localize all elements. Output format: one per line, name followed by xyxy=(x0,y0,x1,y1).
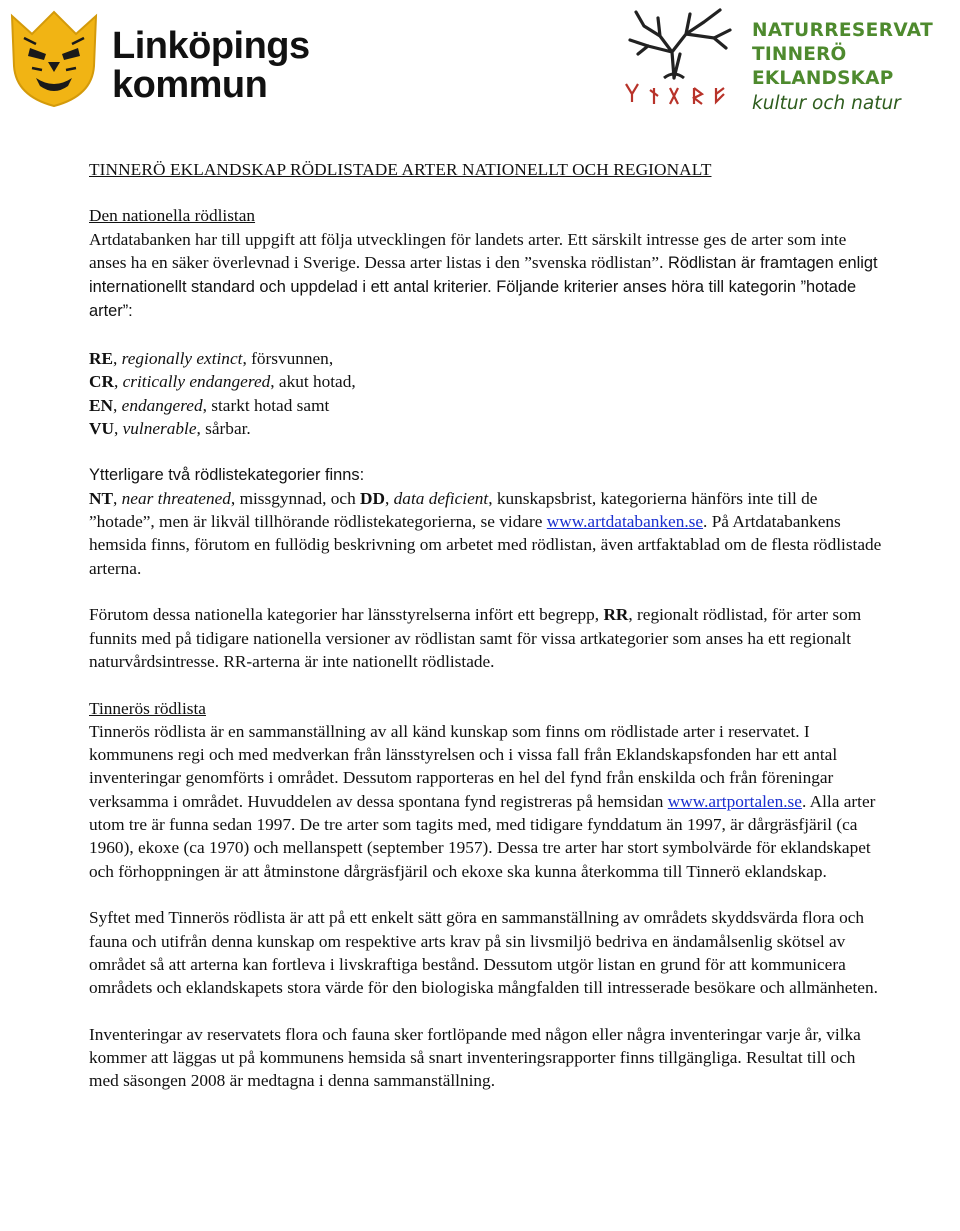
category-code: VU xyxy=(89,418,114,438)
reserve-line-2: TINNERÖ EKLANDSKAP xyxy=(752,44,894,89)
category-list xyxy=(89,347,884,440)
section-heading: Tinnerös rödlista xyxy=(89,698,206,718)
category-code: RR xyxy=(603,605,629,625)
paragraph-text: , kunskapsbrist, kategorierna hänförs inte till de ”hotade”, men är likväl tillhörande rödlistekategorierna, se vidare xyxy=(89,488,818,532)
linkopings-kommun-wordmark xyxy=(112,27,310,105)
reserve-line-1: NATURRESERVAT xyxy=(752,20,934,41)
paragraph-text: Artdatabanken har till uppgift att följa utvecklingen för landets arter. Ett särskilt intresse ges de arter som inte anses ha en säker överlevnad i Sverige. Dessa arter listas i den ”svenska rödlistan”. xyxy=(89,229,847,272)
category-code: NT xyxy=(89,488,114,508)
category-code: CR xyxy=(89,372,114,392)
paragraph-text: Rödlistan är framtagen enligt internationellt standard och uppdelad i ett antal kriterier. Följande kriterier anses höra till kategorin ”hotade arter”: xyxy=(89,253,878,321)
category-swedish: , försvunnen, xyxy=(242,349,334,369)
category-english: vulnerable xyxy=(122,418,197,438)
category-swedish: , starkt hotad samt xyxy=(202,395,330,415)
logo-line-1: Linköpings xyxy=(112,25,310,67)
page-header xyxy=(0,0,960,120)
logo-line-2: kommun xyxy=(112,64,268,106)
category-code: RE xyxy=(89,349,114,369)
list-item: EN, endangered, starkt hotad samt xyxy=(89,395,330,415)
list-item: VU, vulnerable, sårbar. xyxy=(89,418,251,438)
paragraph-text: , missgynnad, och xyxy=(230,488,361,508)
category-english: near threatened xyxy=(121,488,231,508)
section-tinnero-redlist xyxy=(89,697,884,883)
naturreservat-wordmark xyxy=(752,19,960,117)
category-code: DD xyxy=(360,488,386,508)
artportalen-link[interactable]: www.artportalen.se xyxy=(667,791,802,811)
reserve-line-3: kultur och natur xyxy=(752,93,901,114)
linkopings-kommun-logo xyxy=(4,8,314,108)
category-english: data deficient xyxy=(393,488,489,508)
paragraph xyxy=(89,603,884,673)
category-swedish: , akut hotad, xyxy=(270,372,356,392)
paragraph-text: Tinnerös rödlista är en sammanställning av all känd kunskap som finns om rödlistade arter i reservatet. I kommunens regi och med medverkan från länsstyrelsen och i vissa fall från Eklandskapsfonden har ett antal inventeringar genomförts i området. Dessutom rapporteras en hel del fynd från enskilda och från föreningar verksamma i området. Huvuddelen av dessa spontana fynd registreras på hemsidan xyxy=(89,721,838,811)
section-national-redlist xyxy=(89,204,884,323)
artdatabanken-link[interactable]: www.artdatabanken.se xyxy=(546,512,704,532)
document-body xyxy=(89,158,884,1116)
category-english: endangered xyxy=(121,395,203,415)
section-heading: Den nationella rödlistan xyxy=(89,206,256,226)
paragraph: Ytterligare två rödlistekategorier finns: NT, near threatened, missgynnad, och DD, data deficient, kunskapsbrist, kategorierna hänförs inte till de ”hotade”, men är likväl tillhörande rödlistekategorierna, se vidare www.artdatabanken.se. På Artdatabankens hemsida finns, förutom en fullödig beskrivning om arbetet med rödlistan, även artfaktablad om de flesta rödlistade arterna. xyxy=(89,464,884,580)
list-item: CR, critically endangered, akut hotad, xyxy=(89,372,356,392)
paragraph-intro: Ytterligare två rödlistekategorier finns: xyxy=(89,465,365,484)
oak-tree-runes-icon xyxy=(608,4,748,109)
category-swedish: , sårbar. xyxy=(196,418,251,438)
lion-crest-icon xyxy=(4,8,104,108)
category-english: critically endangered xyxy=(122,372,271,392)
document-title: TINNERÖ EKLANDSKAP RÖDLISTADE ARTER NATIONELLT OCH REGIONALT xyxy=(89,160,712,179)
paragraph-text: . Alla arter utom tre är funna sedan 1997. De tre arter som tagits med, med tidigare fynddatum än 1997, är dårgräsfjäril (ca 1960), ekoxe (ca 1970) och mellanspett (september 1957). Dessa tre arter har stort symbolvärde för eklandskapet och förhoppningen är att åtminstone dårgräsfjäril och ekoxe ska kunna återkomma till Tinnerö eklandskap. xyxy=(89,791,876,881)
list-item: RE, regionally extinct, försvunnen, xyxy=(89,349,334,369)
paragraph: Syftet med Tinnerös rödlista är att på ett enkelt sätt göra en sammanställning av områdets skyddsvärda flora och fauna och utifrån denna kunskap om respektive arts krav på sin livsmiljö bedriva en ändamålsenlig skötsel av området så att arterna kan fortleva i livskraftiga bestånd. Dessutom utgör listan en grund för att kommunicera områdets och eklandskapets stora värde för den biologiska mångfalden till intresserade besökare och allmänheten. xyxy=(89,908,878,998)
paragraph: Inventeringar av reservatets flora och fauna sker fortlöpande med någon eller några inventeringar varje år, vilka kommer att läggas ut på kommunens hemsida så snart inventeringsrapporter finns tillgängliga. Resultat till och med säsongen 2008 är medtagna i denna sammanställning. xyxy=(89,1024,861,1091)
paragraph-text: , regionalt rödlistad, för arter som funnits med på tidigare nationella versioner av rödlistan samt för vissa artkategorier som anses ha ett regionalt naturvårdsintresse. RR-arterna är inte nationellt rödlistade. xyxy=(89,605,862,671)
paragraph-text: Förutom dessa nationella kategorier har länsstyrelserna infört ett begrepp, xyxy=(89,605,604,625)
category-code: EN xyxy=(89,395,114,415)
category-english: regionally extinct xyxy=(121,349,243,369)
paragraph-text: . På Artdatabankens hemsida finns, förutom en fullödig beskrivning om arbetet med rödlistan, även artfaktablad om de flesta rödlistade arterna. xyxy=(89,512,882,578)
